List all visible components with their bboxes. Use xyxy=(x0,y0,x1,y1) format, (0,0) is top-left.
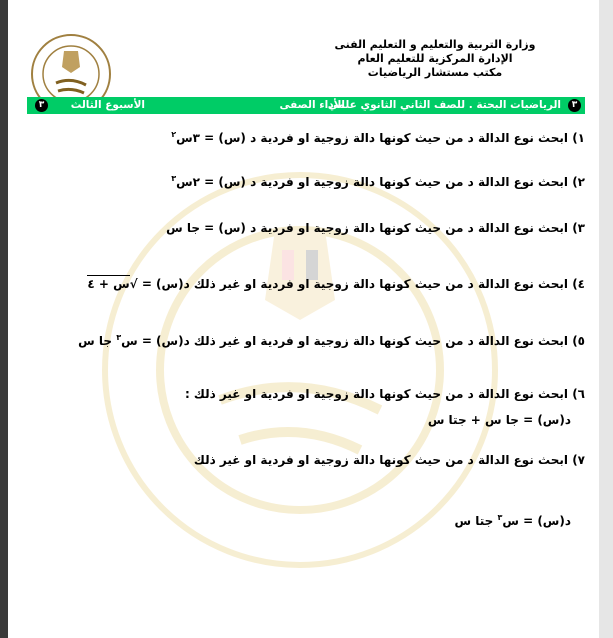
question-6-formula: د(س) = جا س + جتا س xyxy=(427,413,571,427)
header-line-2: الإدارة المركزية للتعليم العام xyxy=(357,52,513,65)
left-border xyxy=(0,0,8,638)
question-2: ٢) ابحث نوع الدالة د من حيث كونها دالة زوجية او فردية د (س) = ٢س$^٣$ xyxy=(171,174,585,189)
badge-right: ٣ xyxy=(568,99,581,112)
header-line-1: وزارة التربية والتعليم و التعليم الفنى xyxy=(334,38,536,51)
question-5: ٥) ابحث نوع الدالة د من حيث كونها دالة زوجية او فردية او غير ذلك د(س) = س$^٣$ جا س xyxy=(78,333,585,348)
week-label: الأسبوع الثالث xyxy=(70,99,145,111)
question-4: ٤) ابحث نوع الدالة د من حيث كونها دالة زوجية او فردية او غير ذلك د(س) = √س + ٤ xyxy=(87,277,585,291)
header-line-3: مكتب مستشار الرياضيات xyxy=(367,66,503,79)
section-label: الأداء الصفى xyxy=(279,99,345,111)
subject-label: الرياضيات البحتة . للصف الثاني الثانوي علمي xyxy=(327,99,561,111)
radical-expression: س + ٤ xyxy=(87,277,130,291)
question-6: ٦) ابحث نوع الدالة د من حيث كونها دالة زوجية او فردية او غير ذلك : xyxy=(184,387,585,401)
question-7-formula: د(س) = س$^٣$ جتا س xyxy=(454,513,571,528)
question-1: ١) ابحث نوع الدالة د من حيث كونها دالة زوجية او فردية د (س) = ٣س$^٢$ xyxy=(171,130,585,145)
badge-left: ٣ xyxy=(35,99,48,112)
question-3: ٣) ابحث نوع الدالة د من حيث كونها دالة زوجية او فردية د (س) = جا س xyxy=(166,221,585,235)
right-border xyxy=(599,0,613,638)
ministry-header xyxy=(305,38,565,80)
title-bar xyxy=(27,97,585,114)
question-7: ٧) ابحث نوع الدالة د من حيث كونها دالة زوجية او فردية او غير ذلك xyxy=(193,453,585,467)
